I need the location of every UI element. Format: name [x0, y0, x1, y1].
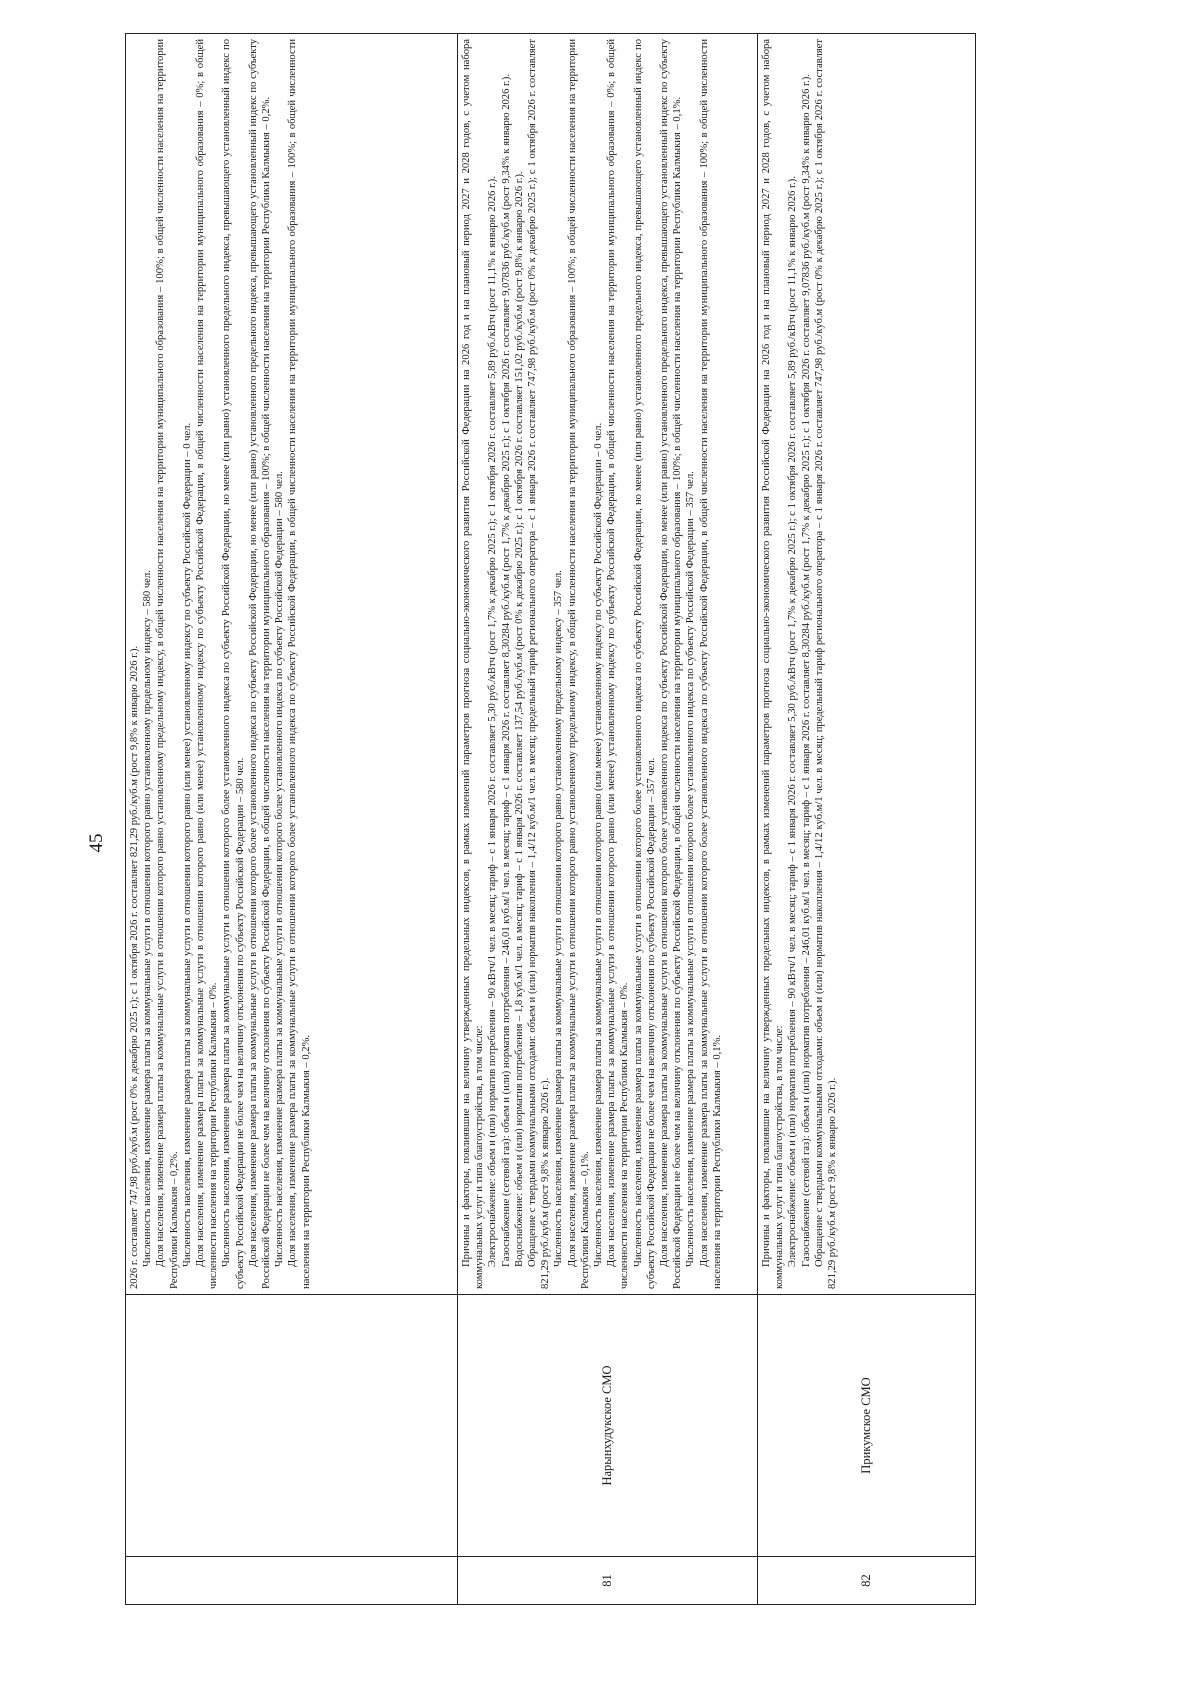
paragraph: Численность населения, изменение размера платы за коммунальные услуги в отношении которого равно (или менее) установленному индексу по субъекту Российской Федерации – 0 чел. — [181, 422, 193, 1267]
rotated-table-wrapper — [125, 33, 975, 1605]
row-number — [126, 1557, 458, 1605]
municipality-name: Прикумское СМО — [758, 1295, 976, 1557]
municipality-name — [126, 1295, 458, 1557]
municipality-name: Нарынхудукское СМО — [458, 1295, 758, 1557]
paragraph: Доля населения, изменение размера платы за коммунальные услуги в отношении которого более установленного индекса по субъекту Российской Федерации, в общей численности населения на территории муниципального образования – 100%; в общей численности населения на территории Республики Калмыкия – 0,1%. — [698, 39, 723, 1289]
paragraph: Обращение с твердыми коммунальными отходами: объем и (или) норматив накопления – 1,4/12 куб.м/1 чел. в месяц; предельный тариф регионального оператора – с 1 января 2026 г. составляет 747,98 руб./куб.м (рост 0% к декабрю 2025 г.); с 1 октября 2026 г. составляет 821,29 руб./куб.м (рост 9,8% к январю 2026 г.). — [527, 39, 552, 1289]
table-row — [458, 34, 758, 1605]
paragraph: Численность населения, изменение размера платы за коммунальные услуги в отношении которого равно (или менее) установленному индексу по субъекту Российской Федерации – 0 чел. — [593, 422, 605, 1267]
paragraph: Доля населения, изменение размера платы за коммунальные услуги в отношении которого равно установленному предельному индексу, в общей численности населения на территории муниципального образования – 100%; в общей численности населения на территории Республики Калмыкия – 0,2%. — [155, 39, 180, 1289]
paragraph: Причины и факторы, повлиявшие на величину утвержденных предельных индексов, в рамках изменений параметров прогноза социально-экономического развития Российской Федерации на 2026 год и на плановый период 2027 и 2028 годов, с учетом набора коммунальных услуг и типа благоустройства, в том числе: — [461, 39, 486, 1289]
paragraph: Доля населения, изменение размера платы за коммунальные услуги в отношении которого более установленного индекса по субъекту Российской Федерации, но менее (или равно) установленного предельного индекса, превышающего установленный индекс по субъекту Российской Федерации не более чем на величину отклонения по субъекту Российской Федерации, в общей численности населения на территории муниципального образования – 100%; в общей численности населения на территории Республики Калмыкия – 0,1%. — [659, 39, 684, 1289]
paragraph: 2026 г. составляет 747,98 руб./куб.м (рост 0% к декабрю 2025 г.); с 1 октября 2026 г. составляет 821,29 руб./куб.м (рост 9,8% к январю 2026 г.). — [129, 645, 140, 1289]
paragraph: Газоснабжение (сетевой газ): объем и (или) норматив потребления – 246,01 куб.м/1 чел. в месяц; тариф – с 1 января 2026 г. составляет 8,30284 руб./куб.м (рост 1,7% к декабрю 2025 г.); с 1 октября 2026 г. составляет 9,07836 руб./куб.м (рост 9,34% к январю 2026 г.). — [800, 74, 812, 1267]
paragraph: Численность населения, изменение размера платы за коммунальные услуги в отношении которого более установленного индекса по субъекту Российской Федерации, но менее (или равно) установленного предельного индекса, превышающего установленный индекс по субъекту Российской Федерации не более чем на величину отклонения по субъекту Российской Федерации – 357 чел. — [632, 39, 657, 1289]
table-row — [126, 34, 458, 1605]
row-description — [758, 34, 976, 1295]
paragraph: Доля населения, изменение размера платы за коммунальные услуги в отношении которого равно (или менее) установленному индексу по субъекту Российской Федерации, в общей численности населения на территории муниципального образования – 0%; в общей численности населения на территории Республики Калмыкия – 0%. — [606, 39, 631, 1289]
paragraph: Доля населения, изменение размера платы за коммунальные услуги в отношении которого более установленного индекса по субъекту Российской Федерации, в общей численности населения на территории муниципального образования – 100%; в общей численности населения на территории Республики Калмыкия – 0,2%. — [287, 39, 312, 1289]
paragraph: Численность населения, изменение размера платы за коммунальные услуги в отношении которого равно установленному предельному индексу – 357 чел. — [553, 570, 565, 1267]
paragraph: Доля населения, изменение размера платы за коммунальные услуги в отношении которого равно установленному предельному индексу, в общей численности населения на территории муниципального образования – 100%; в общей численности населения на территории Республики Калмыкия – 0,1%. — [566, 39, 591, 1289]
paragraph: Доля населения, изменение размера платы за коммунальные услуги в отношении которого более установленного индекса по субъекту Российской Федерации, но менее (или равно) установленного предельного индекса, превышающего установленный индекс по субъекту Российской Федерации не более чем на величину отклонения по субъекту Российской Федерации, в общей численности населения на территории муниципального образования – 100%; в общей численности населения на территории Республики Калмыкия – 0,2%. — [247, 39, 273, 1289]
paragraph: Численность населения, изменение размера платы за коммунальные услуги в отношении которого более установленного индекса по субъекту Российской Федерации, но менее (или равно) установленного предельного индекса, превышающего установленный индекс по субъекту Российской Федерации не более чем на величину отклонения по субъекту Российской Федерации – 580 чел. — [221, 39, 246, 1289]
row-description — [458, 34, 758, 1295]
paragraph: Численность населения, изменение размера платы за коммунальные услуги в отношении которого равно установленному предельному индексу – 580 чел. — [142, 570, 154, 1267]
page-number: 45 — [86, 833, 107, 853]
paragraph: Электроснабжение: объем и (или) норматив потребления – 90 кВтч/1 чел. в месяц; тариф – с 1 января 2026 г. составляет 5,30 руб./кВтч (рост 1,7% к декабрю 2025 г.); с 1 октября 2026 г. составляет 5,89 руб./кВтч (рост 11,1% к январю 2026 г.). — [787, 176, 799, 1267]
row-number: 82 — [758, 1557, 976, 1605]
paragraph: Численность населения, изменение размера платы за коммунальные услуги в отношении которого более установленного индекса по субъекту Российской Федерации – 580 чел. — [274, 471, 286, 1267]
paragraph: Водоснабжение: объем и (или) норматив потребления – 1,8 куб.м/1 чел. в месяц; тариф – с 1 января 2026 г. составляет 137,54 руб./куб.м (рост 0% к декабрю 2025 г.); с 1 октября 2026 г. составляет 151,02 руб./куб.м (рост 9,8% к январю 2026 г.). — [513, 171, 525, 1267]
paragraph: Причины и факторы, повлиявшие на величину утвержденных предельных индексов, в рамках изменений параметров прогноза социально-экономического развития Российской Федерации на 2026 год и на плановый период 2027 и 2028 годов, с учетом набора коммунальных услуг и типа благоустройства, в том числе: — [761, 39, 786, 1289]
row-description — [126, 34, 458, 1295]
row-number: 81 — [458, 1557, 758, 1605]
document-table — [125, 33, 976, 1605]
paragraph: Обращение с твердыми коммунальными отходами: объем и (или) норматив накопления – 1,4/12 куб.м/1 чел. в месяц; предельный тариф регионального оператора – с 1 января 2026 г. составляет 747,98 руб./куб.м (рост 0% к декабрю 2025 г.); с 1 октября 2026 г. составляет 821,29 руб./куб.м (рост 9,8% к январю 2026 г.). — [813, 39, 839, 1289]
paragraph: Доля населения, изменение размера платы за коммунальные услуги в отношении которого равно (или менее) установленному индексу по субъекту Российской Федерации, в общей численности населения на территории муниципального образования – 0%; в общей численности населения на территории Республики Калмыкия – 0%. — [195, 39, 220, 1289]
paragraph: Газоснабжение (сетевой газ): объем и (или) норматив потребления – 246,01 куб.м/1 чел. в месяц; тариф – с 1 января 2026 г. составляет 8,30284 руб./куб.м (рост 1,7% к декабрю 2025 г.); с 1 октября 2026 г. составляет 9,07836 руб./куб.м (рост 9,34% к январю 2026 г.). — [500, 74, 512, 1267]
paragraph: Электроснабжение: объем и (или) норматив потребления – 90 кВтч/1 чел. в месяц; тариф – с 1 января 2026 г. составляет 5,30 руб./кВтч (рост 1,7% к декабрю 2025 г.); с 1 октября 2026 г. составляет 5,89 руб./кВтч (рост 11,1% к январю 2026 г.). — [487, 176, 499, 1267]
paragraph: Численность населения, изменение размера платы за коммунальные услуги в отношении которого более установленного индекса по субъекту Российской Федерации – 357 чел. — [685, 471, 697, 1267]
table-row — [758, 34, 976, 1605]
